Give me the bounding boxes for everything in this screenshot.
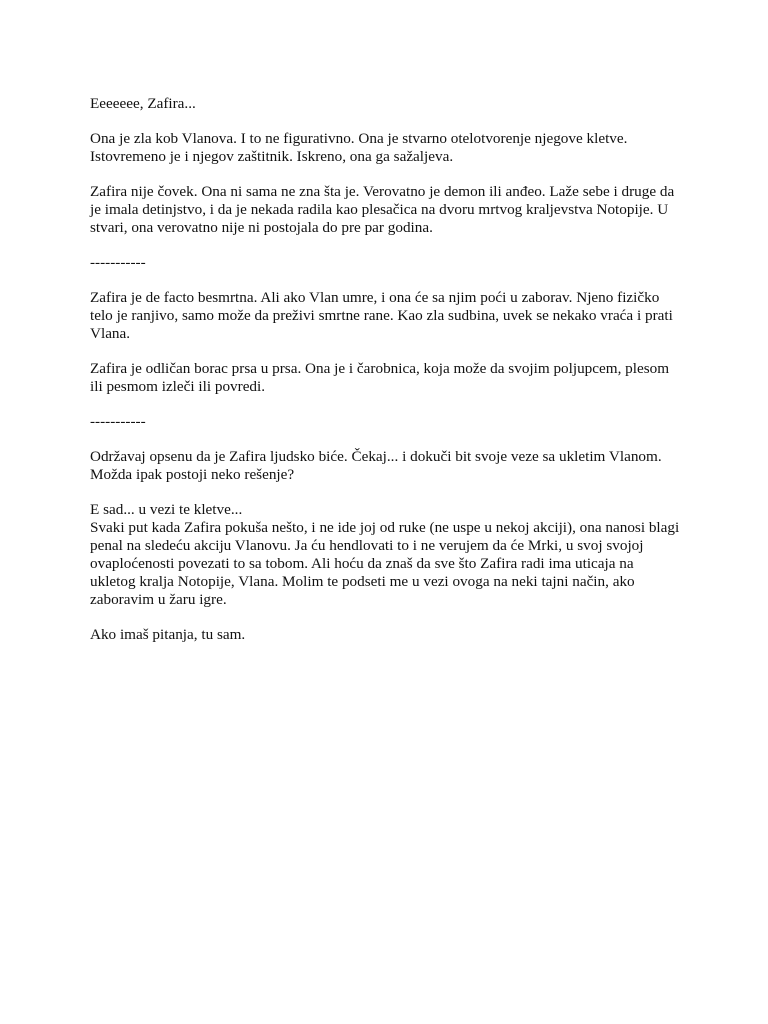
text-line: Zafira je de facto besmrtna. Ali ako Vlan umre, i ona će sa njim poći u zaborav. Njeno fizičko	[90, 289, 660, 306]
divider-line: -----------	[90, 413, 146, 430]
section-divider	[90, 254, 690, 272]
paragraph-closing	[90, 626, 690, 644]
text-line: Zafira nije čovek. Ona ni sama ne zna šta je. Verovatno je demon ili anđeo. Laže sebe i druge da	[90, 183, 675, 200]
paragraph-immortality	[90, 289, 690, 343]
text-line: Možda ipak postoji neko rešenje?	[90, 466, 295, 483]
text-line: Zafira je odličan borac prsa u prsa. Ona je i čarobnica, koja može da svojim poljupcem, plesom	[90, 360, 670, 377]
text-line: telo je ranjivo, samo može da preživi smrtne rane. Kao zla sudbina, uvek se nekako vraća i prati	[90, 307, 673, 324]
text-line: Istovremeno je i njegov zaštitnik. Iskreno, ona ga sažaljeva.	[90, 148, 454, 165]
text-line: je imala detinjstvo, i da je nekada radila kao plesačica na dvoru mrtvog kraljevstva Notopije. U	[90, 201, 669, 218]
text-line: Svaki put kada Zafira pokuša nešto, i ne ide joj od ruke (ne uspe u nekoj akciji), ona nanosi blagi	[90, 519, 680, 536]
text-line: ili pesmom izleči ili povredi.	[90, 378, 266, 395]
text-line: ukletog kralja Notopije, Vlana. Molim te podseti me u vezi ovoga na neki tajni način, ako	[90, 573, 635, 590]
text-line: E sad... u vezi te kletve...	[90, 501, 243, 518]
paragraph-illusion	[90, 448, 690, 484]
text-line: Ako imaš pitanja, tu sam.	[90, 626, 246, 643]
paragraph-curse	[90, 130, 690, 166]
divider-line: -----------	[90, 254, 146, 271]
text-line: Ona je zla kob Vlanova. I to ne figurativno. Ona je stvarno otelotvorenje njegove kletve.	[90, 130, 628, 147]
section-divider	[90, 413, 690, 431]
text-line: ovaploćenosti povezati to sa tobom. Ali hoću da znaš da sve što Zafira radi ima uticaja na	[90, 555, 634, 572]
text-line: Vlana.	[90, 325, 131, 342]
text-line: stvari, ona verovatno nije ni postojala do pre par godina.	[90, 219, 433, 236]
paragraph-nature	[90, 183, 690, 237]
text-line: penal na sledeću akciju Vlanovu. Ja ću hendlovati to i ne verujem da će Mrki, u svoj svojoj	[90, 537, 644, 554]
paragraph-greeting	[90, 95, 690, 113]
document-page	[90, 95, 690, 661]
text-line: zaboravim u žaru igre.	[90, 591, 227, 608]
paragraph-abilities	[90, 360, 690, 396]
text-line: Eeeeeee, Zafira...	[90, 95, 196, 112]
paragraph-curse-mechanics	[90, 501, 690, 609]
text-line: Održavaj opsenu da je Zafira ljudsko biće. Čekaj... i dokuči bit svoje veze sa ukletim Vlanom.	[90, 448, 662, 465]
